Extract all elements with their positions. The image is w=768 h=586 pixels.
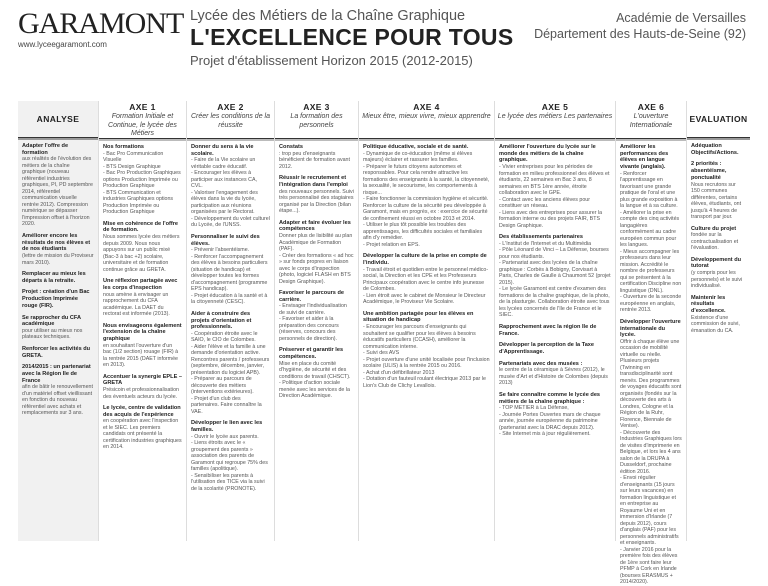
block-title: Développer le lien avec les familles. — [191, 420, 263, 434]
school-name: Lycée des Métiers de la Chaîne Graphique — [190, 8, 466, 24]
text-block — [22, 233, 94, 266]
text-block — [363, 311, 490, 389]
column-header — [18, 101, 98, 138]
text-block — [620, 144, 682, 314]
column-axe6 — [615, 101, 686, 586]
text-block — [620, 319, 682, 586]
block-title: 2 priorités : absentéisme, ponctualité — [691, 161, 727, 181]
academy-name: Académie de Versailles — [616, 11, 746, 25]
axis-number: AXE 3 — [303, 102, 330, 112]
block-text: - TOP METIER à La Défense, - Journée Portes Ouvertes mars de chaque année, journée européenne du patrimoine (partenariat avec la DRAC depuis 2012). - Site Internet mis à jour régulièrement. — [499, 405, 601, 438]
text-block — [499, 234, 611, 319]
block-text: (lettre de mission du Proviseur mars 2010). — [22, 253, 94, 266]
block-text: - Dynamique de co-éducation (même si élèves majeurs) éclairer et rassurer les familles. - Préparer le futurs citoyens autonomes et responsables. Pour cela rendre attractive les formations des enseignants à la santé, la citoyenneté, la sexualité, le secourisme, les comportements à risque... - Faire fonctionner la commission hygiène et sécurité. Renforcer la culture de la sécurité peu développée à Garamont, mais en progrès, ex : exercice de sécurité de confinement réussi en octobre 2013 et 2014. - Utiliser le plus tôt possible les troubles des apprentissages, les difficultés sociales et familiales afin d'y remédier. - Projet relation en EPS. — [363, 150, 490, 248]
block-title: Remplacer au mieux les départs à la retraite. — [22, 271, 86, 284]
block-text: - Bac Pro Communication Visuelle - BTS Design Graphique - Bac Pro Production Graphiques options Production Imprimée ou Production Graphique - BTS Communication et industries Graphiques options Production Imprimée ou Production Graphique — [103, 150, 181, 216]
column-axe3 — [274, 101, 358, 541]
text-block — [22, 346, 94, 359]
block-title: Adapter et faire évoluer les compétences — [279, 219, 351, 233]
axis-subtitle: L'ouverture Internationale — [629, 113, 673, 129]
column-body — [359, 141, 494, 539]
block-text: - Vivier entreprises pour les périodes de formation en milieu professionnel des élèves et étudiants, 22 semaines en Bac 3 ans, 8 semaines en BTS 1ère année, étroite collaboration avec le GPE. - Contact avec les anciens élèves pour constituer un réseau. - Liens avec des entreprises pour assurer la formation interne ou des projets FAIR, BTS Design Graphique. — [499, 164, 610, 229]
column-axe4 — [358, 101, 494, 541]
column-axe2 — [186, 101, 274, 541]
axis-subtitle: Formation Initiale et Continue, le lycée des Métiers — [108, 113, 177, 137]
block-text: Mise en place du comité d'hygiène, de sécurité et des conditions de travail (CHSCT). - Politique d'action sociale menée avec les services de la Direction Académique. — [279, 360, 351, 400]
column-evaluation — [686, 101, 750, 541]
block-title: Renforcer les activités du GRETA. — [22, 345, 91, 359]
axis-subtitle: La formation des personnels — [290, 113, 343, 129]
column-header — [687, 101, 750, 138]
column-body — [99, 141, 186, 539]
block-title: Adéquation Objectifs/Actions. — [691, 143, 739, 156]
block-title: Nous envisageons également l'extension de la chaîne graphique — [103, 322, 182, 342]
block-title: Réussir le recrutement et l'intégration dans l'emploi — [279, 175, 348, 188]
block-title: Culture du projet — [691, 225, 737, 232]
column-header — [99, 102, 186, 139]
text-block — [103, 278, 182, 317]
block-title: Maintenir les résultats d'excellence. — [691, 294, 726, 315]
text-block — [499, 361, 611, 387]
column-body — [616, 141, 686, 586]
text-block — [279, 347, 354, 399]
block-text: des nouveaux personnels. Suivi très personnalisé des stagiaires organisé par la Direction (bilan étape...). — [279, 188, 354, 215]
block-text: en souhaitant l'ouverture d'un bac (1/2 section) rouage (FIR) à la rentrée 2015 (DAET informée en 2013). — [103, 342, 179, 369]
block-text: Existence d'une commission de suivi, émanation du CA. — [691, 314, 740, 334]
text-block — [279, 175, 354, 214]
page-header — [0, 0, 768, 88]
column-title: ANALYSE — [36, 114, 80, 124]
text-block — [103, 374, 182, 400]
text-block — [103, 221, 182, 273]
axis-number: AXE 5 — [541, 102, 569, 112]
garamont-logo[interactable] — [18, 7, 184, 49]
column-header — [359, 102, 494, 139]
block-text: - Encourager les parcours d'enseignants qui souhaitent se qualifier pour les élèves à besoins éducatifs particuliers (CCASH), améliorer la communication interne. - Suivi des AVS - Projet ouverture d'une unité localisée pour l'inclusion scolaire (ULIS) à la rentrée 2015 ou 2016. - Achat d'un défibrillateur 2013 - Dotation d'un fauteuil roulant électrique 2013 par le Lion's Club de Clichy Levallois. — [363, 324, 490, 389]
text-block — [22, 315, 94, 341]
text-block — [279, 290, 354, 342]
block-text: Nous recrutons sur 150 communes différentes, certains élèves, étudiants, ont jusqu'à 4 heures de transport par jour. — [691, 181, 742, 221]
block-title: Le lycée, centre de validation des acquis de l'expérience — [103, 405, 181, 418]
academy-info — [534, 10, 746, 42]
block-title: Se faire connaître comme le lycée des métiers de la chaîne graphique : — [499, 391, 601, 405]
block-title: Développement du tutorat — [691, 256, 742, 270]
text-block — [191, 144, 270, 229]
block-text: le centre de la céramique à Sèvres (2012), le musée d'Art et d'Histoire de Colombes (depuis 2013) — [499, 367, 608, 387]
text-block — [103, 405, 182, 451]
block-title: Développer la culture de la prise en compte de l'individu. — [363, 253, 487, 266]
column-header — [495, 102, 615, 139]
text-block — [691, 143, 746, 156]
text-block — [691, 295, 746, 335]
block-title: Améliorer les performances des élèves en langue vivante (anglais). — [620, 144, 669, 171]
text-block — [22, 289, 94, 309]
text-block — [191, 234, 270, 306]
project-subtitle: Projet d'établissement Horizon 2015 (2012-2015) — [190, 53, 473, 68]
block-text: (y compris pour les personnels) et le suivi individualisé. — [691, 270, 743, 290]
column-analyse — [18, 101, 98, 541]
block-title: Améliorer l'ouverture du lycée sur le monde des métiers de la chaîne graphique. — [499, 144, 596, 164]
column-header — [187, 102, 274, 139]
block-text: - Ouvrir le lycée aux parents. - Liens étroits avec le « groupement des parents » association des parents de Garamont qui regroupe 75% des familles (apolitique). - Sensibiliser les parents à l'utilisation des TICE via la suivi de la scolarité (PRONOTE). — [191, 433, 268, 492]
block-title: Projet : création d'un Bac Production Imprimée rouge (FIR). — [22, 289, 90, 309]
block-title: Personnaliser le suivi des élèves. — [191, 233, 260, 247]
column-header — [616, 102, 686, 139]
block-title: Améliorer encore les résultats de nos élèves et de nos étudiants — [22, 232, 91, 253]
block-text: nous amène à envisager un rapprochement du CFA académique. La DAET du rectorat est informée (2013). — [103, 291, 170, 318]
block-text: - Renforcer l'apprentissage en favorisant une grande pratique de l'oral et une plus grande exposition à la langue et à sa culture. - Améliorer la prise en compte des cinq activités langagières conformément au cadre européen commun pour les langues. - Mieux accompagner les professeurs dans leur mission. Accrédité le nombre de professeurs qui se présentent à la certification Discipline non linguistique (DNL). - Ouverture de la seconde européenne en anglais, rentrée 2013. — [620, 170, 682, 314]
column-axe5 — [494, 101, 615, 541]
text-block — [499, 392, 611, 438]
block-text: Donner plus de lisibilité au plan Académique de Formation (PAF). - Créer des formations « ad hoc » sur fonds propres en liaison avec le corps d'inspection (photo, logiciel FLASH en BTS Design Graphique). — [279, 233, 354, 285]
text-block — [279, 144, 354, 170]
axis-number: AXE 4 — [413, 102, 440, 112]
column-header — [275, 102, 358, 139]
column-body — [687, 140, 750, 538]
block-text: - Coopération étroite avec le SAIO, le CIO de Colombes. - Aider l'élève et la famille à une demande d'orientation active. Rencontres parents / professeurs (septembre, décembre, janvier, présentation du logiciel APB). - Préparer au parcours de découverte des métiers (interventions extérieures). - Projet d'un club des partenaires. Faire connaître la VAE. — [191, 330, 270, 415]
block-title: 2014/2015 : un partenariat avec la Région Ile de France — [22, 364, 91, 384]
column-axe1 — [98, 101, 186, 541]
block-title: Aider à construire des projets d'orientation et professionnels. — [191, 310, 252, 331]
text-block — [691, 161, 746, 220]
block-text: - Faire de la Vie scolaire un véritable cadre éducatif. - Encourager les élèves à participer aux instances CA, CVL. - Valoriser l'engagement des élèves dans la vie du lycée, participation aux réunions organisées par le Rectorat. - Développement du volet culturel du Lycée, de l'UNSS. — [191, 157, 270, 229]
block-text: Nous sommes lycée des métiers depuis 2009. Nous nous appuyons sur un public mixé (Bac-3 à bac +2) scolaire, universitaire et de formation continue grâce au GRETA. — [103, 234, 180, 273]
block-text: afin de bâtir le renouvellement d'un matériel offset vieillissant en fonction du nouveau référentiel avec achats et remplacements sur 3 ans. — [22, 384, 93, 417]
column-body — [18, 140, 98, 538]
text-block — [22, 143, 94, 228]
block-text: pour utiliser au mieux nos plateaux techniques. — [22, 327, 83, 341]
text-block — [191, 311, 270, 416]
block-title: Adapter l'offre de formation — [22, 143, 69, 156]
column-body — [495, 141, 615, 539]
block-title: Développer l'ouverture internationale du lycée. — [620, 318, 681, 339]
block-title: Préserver et garantir les compétences. — [279, 347, 344, 361]
axis-number: AXE 6 — [637, 102, 665, 112]
block-text: aux réalités de l'évolution des métiers de la chaîne graphique (nouveau référentiel industries graphiques, PI, PD septembre 2014, référentiel communication visuelle rentrée 2012). Compression numérique se dépasser l'impression offset à l'horizon 2020. — [22, 156, 93, 228]
block-text: - L'Institut de l'Internet et du Multimédia - Pôle Léonard de Vinci – La Défense, bourses pour nos étudiants. - Partenariat avec des lycées de la chaîne graphique : Corbès à Bobigny, Corvisart à Paris, Charles de Gaulle à Chaumont 52 (projet 2015). - Le lycée Garamont est centre d'examen des formations de la chaîne graphique, de la photo, de la plasturgie. Collaboration étroite avec tous les lycées concernés de l'Ile de France et le SIEC. — [499, 240, 611, 319]
text-block — [103, 323, 182, 369]
project-table — [18, 101, 750, 586]
text-block — [499, 144, 611, 229]
axis-number: AXE 1 — [129, 102, 156, 112]
block-text: - Travail étroit et quotidien entre le personnel médico-social, la Direction et les CPE et les Professeurs Principaux coopération avec le centre info jeunesse de Colombes. - Lien étroit avec le cabinet de Monsieur le Directeur Académique, le Proviseur Vie Scolaire. — [363, 266, 489, 306]
website-url[interactable]: www.lyceegaramont.com — [18, 40, 107, 49]
slogan: L'EXCELLENCE POUR TOUS — [190, 24, 514, 50]
block-title: Accentuer la synergie EPLE – GRETA — [103, 373, 182, 387]
block-title: Une ambition partagée pour les élèves en situation de handicap — [363, 310, 474, 324]
block-title: Une réflexion partagée avec les corps d'inspection — [103, 278, 178, 291]
text-block — [691, 257, 746, 290]
text-block — [22, 364, 94, 417]
block-text: - Prévenir l'absentéisme. - Renforcer l'accompagnement des élèves à besoins particuliers (situation de handicap) et développer toutes les formes d'accompagnement (programme EPS handicap). - Projet éducation à la santé et à la citoyenneté (CESC). — [191, 247, 268, 306]
text-block — [22, 271, 94, 284]
axis-number: AXE 2 — [217, 102, 244, 112]
column-body — [187, 141, 274, 539]
block-text: Présicoin et professionnalisation des éventuels acteurs du lycée. — [103, 387, 179, 400]
block-title: Donner du sens à la vie scolaire. — [191, 144, 254, 157]
text-block — [191, 420, 270, 492]
block-title: Mise en cohérence de l'offre de formation. — [103, 220, 179, 234]
axis-subtitle: Créer les conditions de la réussite — [191, 113, 270, 129]
department-name: Département des Hauts-de-Seine (92) — [534, 27, 746, 41]
logo-wordmark: GARAMONT — [18, 7, 184, 40]
block-text: Offrir à chaque élève une occasion de mobilité virtuelle ou réelle. Plusieurs projets (Twinning en transdisciplinarité sont menés. Des programmes de voyages éducatifs sont organisés (fondés sur la découverte des arts à Londres, Cologne et la Région de la Ruhr, Florence, Biennale de Venise). - Découverte des Industries Graphiques lors de visites d'imprimerie en Belgique, et lors les 4 ans salon de la DRUPA à Dusseldorf, prochaine édition 2016. - Envoi régulier d'enseignants (15 jours sur leurs vacances) en formation linguistique et en entreprise au Royaume Uni et en immersion d'Irlande (7 depuis 2012), cours d'anglais (PAF) pour les personnels administratifs et enseignants. - Janvier 2016 pour la première fois des élèves de 1ère sont faire leur PFMP à Cork en Irlande (bourses ERASMUS + 2014/2020). — [620, 338, 682, 586]
text-block — [499, 342, 611, 355]
text-block — [499, 324, 611, 337]
block-text: - Envisager l'individualisation de suivi de carrière. - Favoriser et aider à la préparation des concours (réserves, concours des personnels de direction). — [279, 303, 347, 342]
block-title: Se rapprocher du CFA académique — [22, 314, 81, 328]
block-title: Développer la perception de la Taxe d'Apprentissage. — [499, 342, 595, 355]
block-text: : trop peu d'enseignants bénéficient de formation avant 2012. — [279, 150, 350, 170]
column-body — [275, 141, 358, 539]
column-title: EVALUATION — [689, 114, 748, 124]
axis-subtitle: Mieux être, mieux vivre, mieux apprendre — [362, 113, 491, 120]
text-block — [363, 144, 490, 248]
block-title: Rapprochement avec la région Ile de France. — [499, 323, 597, 337]
block-title: Favoriser le parcours de carrière. — [279, 290, 344, 303]
block-title: Constats — [279, 144, 303, 150]
text-block — [103, 144, 182, 216]
block-title: Des établissements partenaires — [499, 234, 583, 241]
text-block — [363, 253, 490, 305]
block-text: fondée sur la contractualisation et l'évaluation. — [691, 232, 739, 252]
block-title: Partenariats avec des musées : — [499, 360, 583, 367]
text-block — [279, 220, 354, 285]
axis-subtitle: Le lycée des métiers Les partenaires — [497, 113, 613, 120]
block-title: Nos formations — [103, 144, 145, 150]
text-block — [691, 226, 746, 252]
block-text: en coopération avec l'inspection et le SIEC. Les premiers candidats ont présenté la certification industries graphiques en 2014. — [103, 418, 182, 451]
block-title: Politique éducative, sociale et de santé. — [363, 144, 469, 150]
